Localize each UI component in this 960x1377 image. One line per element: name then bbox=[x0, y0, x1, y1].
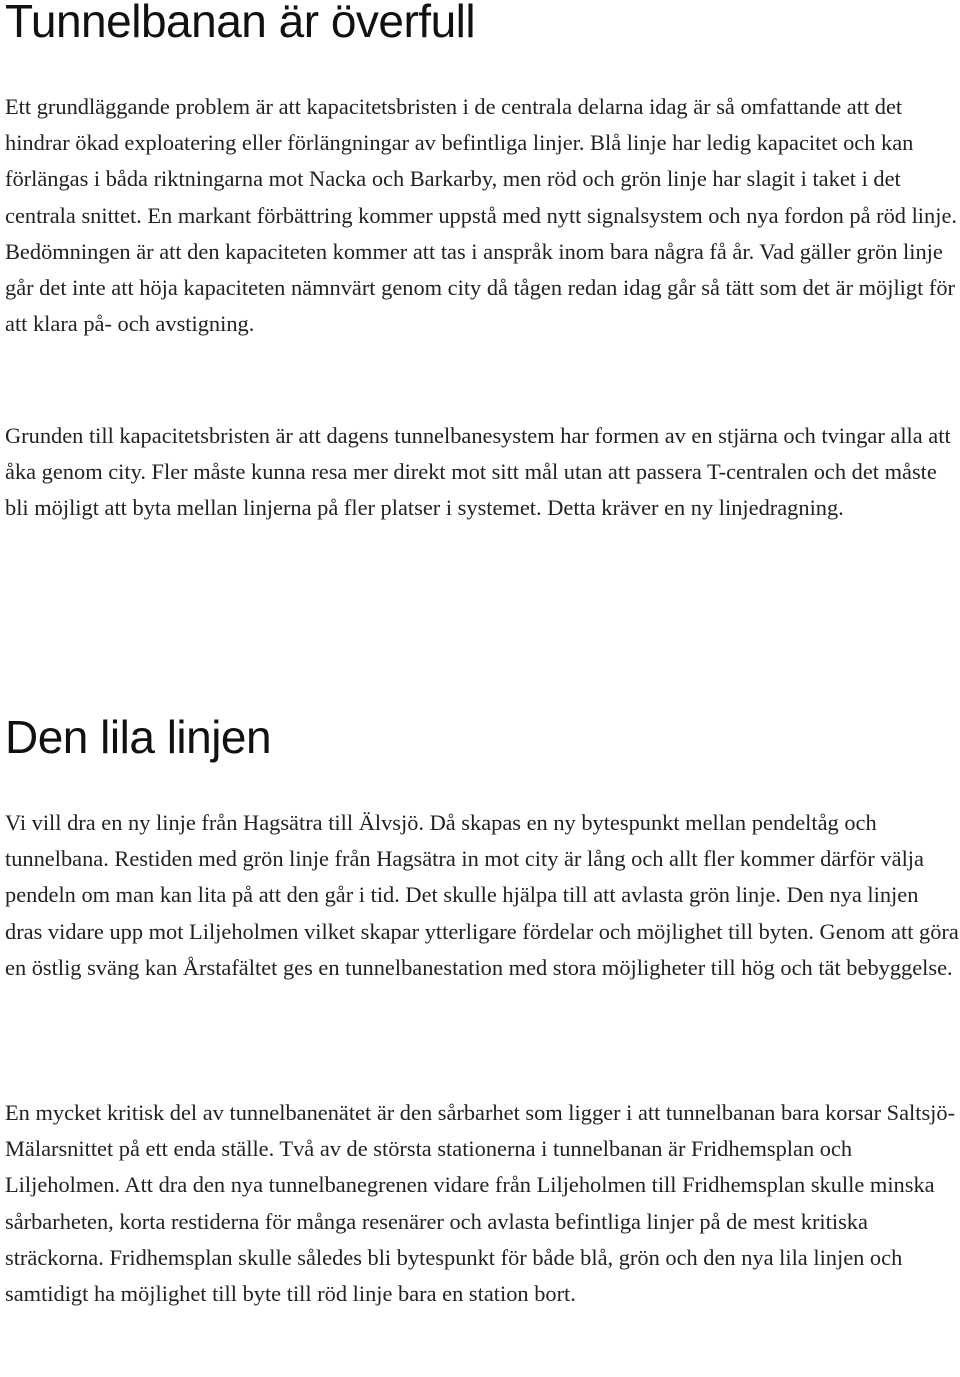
paragraph-capacity-problem: Ett grundläggande problem är att kapacitetsbristen i de centrala delarna idag är så omfattande att det hindrar ökad exploatering eller förlängningar av befintliga linjer. Blå linje har ledig kapacitet och kan förlängas i båda riktningarna mot Nacka och Barkarby, men röd och grön linje har slagit i taket i det centrala snittet. En markant förbättring kommer uppstå med nytt signalsystem och nya fordon på röd linje. Bedömningen är att den kapaciteten kommer att tas i anspråk inom bara några få år. Vad gäller grön linje går det inte att höja kapaciteten nämnvärt genom city då tågen redan idag går så tätt som det är möjligt för att klara på- och avstigning. bbox=[5, 94, 957, 337]
paragraph-capacity-cause: Grunden till kapacitetsbristen är att dagens tunnelbanesystem har formen av en stjärna och tvingar alla att åka genom city. Fler måste kunna resa mer direkt mot sitt mål utan att passera T-centralen och det måste bli möjligt att byta mellan linjerna på fler platser i systemet. Detta kräver en ny linjedragning. bbox=[5, 423, 951, 521]
paragraph-vulnerability: En mycket kritisk del av tunnelbanenätet är den sårbarhet som ligger i att tunnelbanan bara korsar Saltsjö-Mälarsnittet på ett enda ställe. Två av de största stationerna i tunnelbanan är Fridhemsplan och Liljeholmen. Att dra den nya tunnelbanegrenen vidare från Liljeholmen till Fridhemsplan skulle minska sårbarheten, korta restiderna för många resenärer och avlasta befintliga linjer på de mest kritiska sträckorna. Fridhemsplan skulle således bli bytespunkt för både blå, grön och den nya lila linjen och samtidigt ha möjlighet till byte till röd linje bara en station bort. bbox=[5, 1100, 956, 1307]
section-heading-lila-linjen: Den lila linjen bbox=[5, 711, 272, 763]
section-heading-tunnelbanan: Tunnelbanan är överfull bbox=[5, 0, 476, 47]
paragraph-new-line-proposal: Vi vill dra en ny linje från Hagsätra till Älvsjö. Då skapas en ny bytespunkt mellan pendeltåg och tunnelbana. Restiden med grön linje från Hagsätra in mot city är lång och allt fler kommer därför välja pendeln om man kan lita på att den går i tid. Det skulle hjälpa till att avlasta grön linje. Den nya linjen dras vidare upp mot Liljeholmen vilket skapar ytterligare fördelar och möjlighet till byten. Genom att göra en östlig sväng kan Årstafältet ges en tunnelbanestation med stora möjligheter till hög och tät bebyggelse. bbox=[5, 810, 959, 980]
